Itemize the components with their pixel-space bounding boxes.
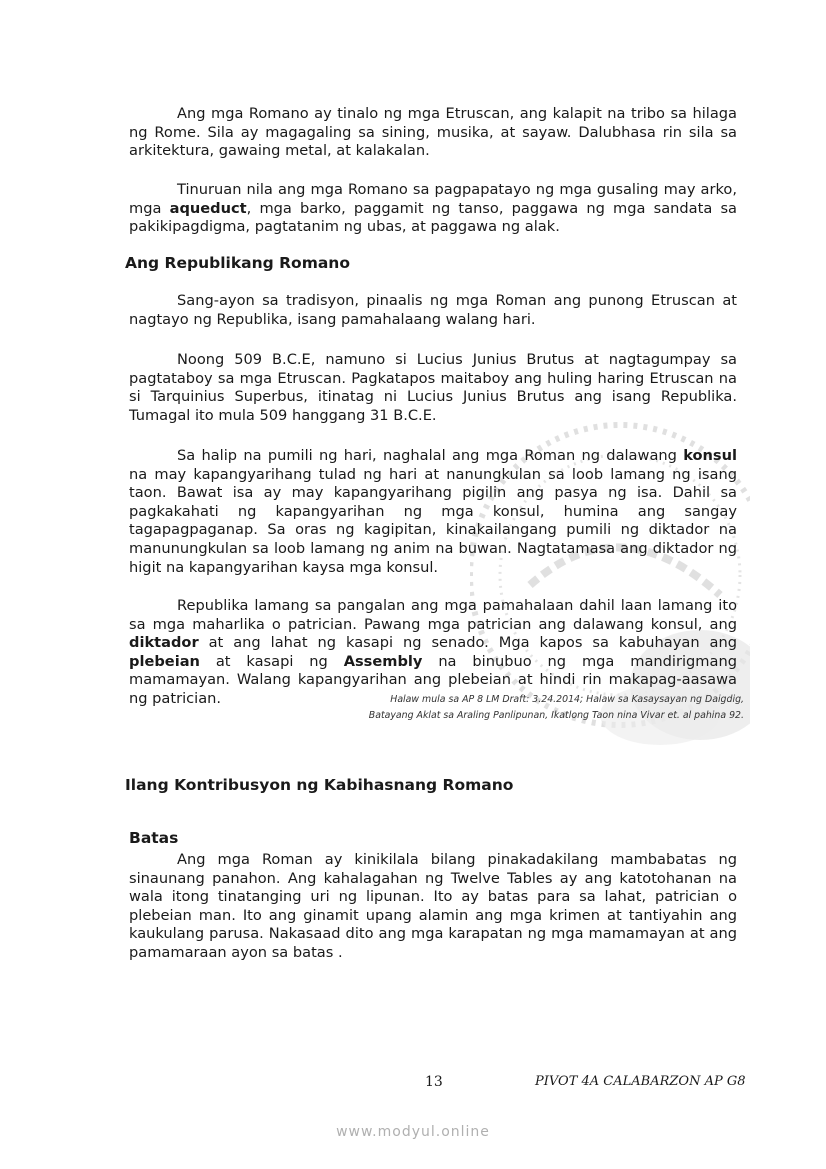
aqueduct-term: aqueduct — [169, 199, 247, 217]
republika-paragraph-2: Noong 509 B.C.E, namuno si Lucius Junius Brutus at nagtagumpay sa pagtataboy sa mga Etruscan. Pagkatapos maitaboy ang huling haring Etruscan na si Tarquinius Superbus, itinatag ni Lucius Junius Brutus ang isang Republika. Tumagal ito mula 509 hanggang 31 B.C.E. — [129, 351, 737, 424]
intro-paragraph-2: Tinuruan nila ang mga Romano sa pagpapatayo ng mga gusaling may arko, mga aqueduct, mga barko, paggamit ng tanso, paggawa ng mga sandata sa pakikipagdigma, pagtatanim ng ubas, at paggawa ng alak. — [129, 181, 737, 236]
republika-paragraph-1: Sang-ayon sa tradisyon, pinaalis ng mga Roman ang punong Etruscan at nagtayo ng Republika, isang pamahalaang walang hari. — [129, 292, 737, 328]
republika-paragraph-3: Sa halip na pumili ng hari, naghalal ang mga Roman ng dalawang konsul na may kapangyarihang tulad ng hari at nanungkulan sa loob lamang ng isang taon. Bawat isa ay may kapangyarihang pigilin ang pasya ng isa. Dahil sa pagkakahati ng kapangyarihan ng mga konsul, humina ang sangay tagapagpaganap. Sa oras ng kagipitan, kinakailangang pumili ng diktador na manunungkulan sa loob lamang ng anim na buwan. Nagtatamasa ang diktador ng higit na kapangyarihan kaysa mga konsul. — [129, 447, 737, 576]
diktador-term: diktador — [129, 634, 199, 652]
konsul-term: konsul — [683, 447, 737, 464]
republika-heading: Ang Republikang Romano — [125, 254, 350, 272]
batas-paragraph: Ang mga Roman ay kinikilala bilang pinakadakilang mambabatas ng sinaunang panahon. Ang kahalagahan ng Twelve Tables ay ang katotohanan na wala itong tinatanging uri ng lipunan. Ito ay batas para sa lahat, patrician o plebeian man. Ito ang ginamit upang alamin ang mga krimen at tantiyahin ang kaukulang parusa. Nakasaad dito ang mga karapatan ng mga mamamayan at ang pamamaraan ayon sa batas . — [129, 851, 737, 961]
assembly-term: Assembly — [343, 652, 423, 670]
footer-series-label: PIVOT 4A CALABARZON AP G8 — [535, 1074, 746, 1089]
intro-paragraph-1: Ang mga Romano ay tinalo ng mga Etruscan, ang kalapit na tribo sa hilaga ng Rome. Sila ay magagaling sa sining, musika, at sayaw. Dalubhasa rin sila sa arkitektura, gawaing metal, at kalakalan. — [129, 105, 737, 160]
plebeian-term: plebeian — [129, 652, 200, 670]
source-citation: Halaw mula sa AP 8 LM Draft: 3.24.2014; Halaw sa Kasaysayan ng Daigdig, Batayang Aklat sa Araling Panlipunan, Ikatlong Taon nina Vivar et. al pahina 92. — [368, 694, 744, 721]
batas-subheading: Batas — [129, 829, 179, 847]
site-watermark-text: www.modyul.online — [336, 1124, 490, 1140]
kontribusyon-heading: Ilang Kontribusyon ng Kabihasnang Romano — [125, 776, 514, 794]
republika-paragraph-4: Republika lamang sa pangalan ang mga pamahalaan dahil laan lamang ito sa mga maharlika o patrician. Pawang mga patrician ang dalawang konsul, ang diktador at ang lahat ng kasapi ng senado. Mga kapos sa kabuhayan ang plebeian at kasapi ng Assembly na binubuo ng mga mandirigmang mamamayan. Walang kapangyarihan ang plebeian at hindi rin makapag-aasawa ng patrician. — [129, 597, 737, 707]
page-number: 13 — [425, 1074, 443, 1090]
